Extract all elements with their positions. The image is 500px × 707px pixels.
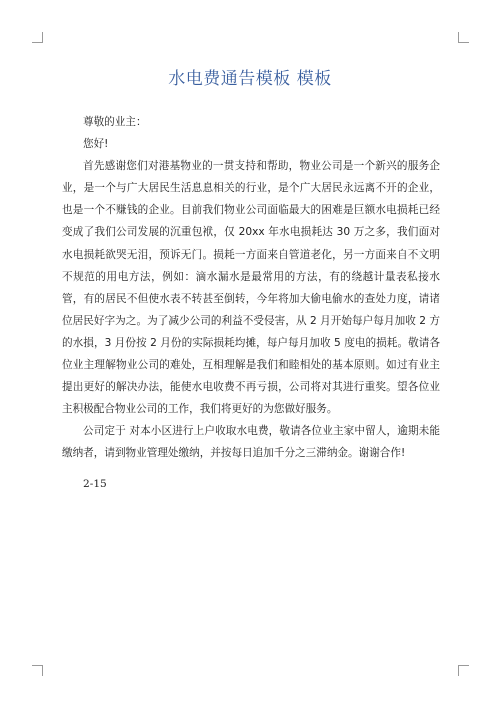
document-body <box>62 111 440 495</box>
page-corner-mark-bottom-right <box>458 665 469 676</box>
document-title: 水电费通告模板 模板 <box>168 69 332 89</box>
date-line: 2-15 <box>83 477 107 490</box>
greeting-line: 尊敬的业主： <box>83 116 147 128</box>
page-corner-mark-top-left <box>32 32 43 43</box>
body-paragraph-2: 公司定于 对本小区进行上户收取水电费，敬请各位业主家中留人，逾期未能缴纳者，请到物业管理处缴纳，并按每日追加千分之三滞纳金。谢谢合作! <box>62 425 440 460</box>
salutation-line: 您好! <box>83 138 109 151</box>
page-corner-mark-top-right <box>458 32 469 43</box>
page-corner-mark-bottom-left <box>32 665 43 676</box>
body-paragraph-1: 首先感谢您们对港基物业的一贯支持和帮助，物业公司是一个新兴的服务企业，是一个与广大居民生活息息相关的行业，是个广大居民永远离不开的企业，也是一个不赚钱的企业。目前我们物业公司面临最大的困难是巨额水电损耗已经变成了我们公司发展的沉重包袱，仅 20xx 年水电损耗达 30 万之多，我们面对水电损耗欲哭无泪，预诉无门。损耗一方面来自管道老化，另一方面来自不文明不规范的用电方法，例如：滴水漏水是最常用的方法，有的绕越计量表私接水管，有的居民不但使水表不转甚至倒转，今年将加大偷电偷水的查处力度，请诸位居民好字为之。为了减少公司的利益不受侵害，从 2 月开始每户每月加收 2 方的水損，3 月份按 2 月份的实际损耗均摊，每户每月加收 5 度电的损耗。敬请各位业主理解物业公司的难处，互相理解是我们和睦相处的基本原则。如过有业主提出更好的解决办法，能使水电收费不再亏损，公司将对其进行重奖。望各位业主积极配合物业公司的工作，我们将更好的为您做好服务。 <box>62 160 440 416</box>
